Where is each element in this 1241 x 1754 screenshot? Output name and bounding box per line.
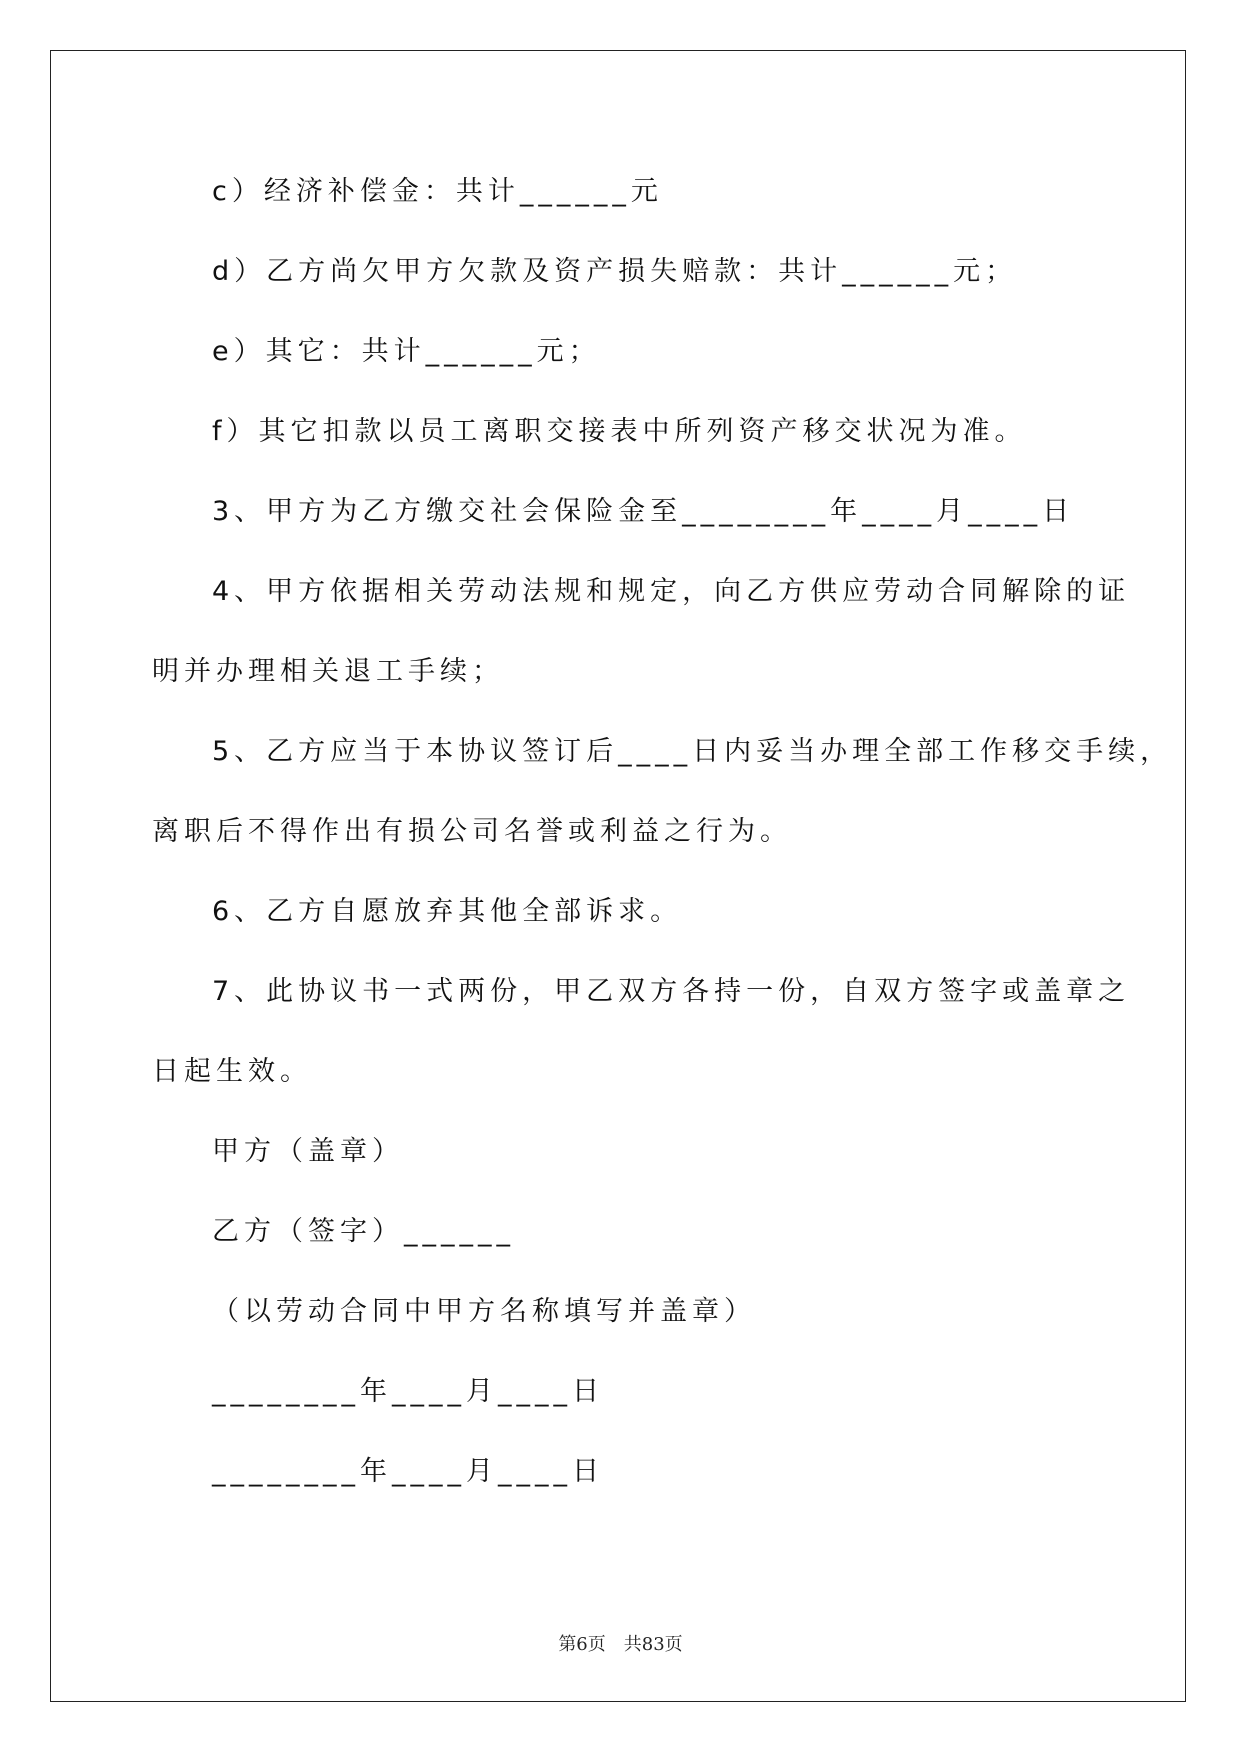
item-f-deductions: f）其它扣款以员工离职交接表中所列资产移交状况为准。 bbox=[212, 416, 1027, 447]
item-c-compensation: c）经济补偿金：共计______元 bbox=[212, 176, 663, 207]
party-b-signature: 乙方（签字）______ bbox=[212, 1216, 515, 1247]
item-d-debts: d）乙方尚欠甲方欠款及资产损失赔款：共计______元； bbox=[212, 256, 1018, 287]
date-line-1: ________年____月____日 bbox=[212, 1376, 604, 1407]
clause-5-line-2: 离职后不得作出有损公司名誉或利益之行为。 bbox=[152, 816, 792, 847]
party-a-seal: 甲方（盖章） bbox=[212, 1136, 404, 1167]
item-e-other: e）其它：共计______元； bbox=[212, 336, 601, 367]
clause-4-line-1: 4、甲方依据相关劳动法规和规定，向乙方供应劳动合同解除的证 bbox=[212, 576, 1131, 607]
clause-7-line-1: 7、此协议书一式两份，甲乙双方各持一份，自双方签字或盖章之 bbox=[212, 976, 1131, 1007]
clause-3-social-insurance: 3、甲方为乙方缴交社会保险金至________年____月____日 bbox=[212, 496, 1075, 527]
clause-4-line-2: 明并办理相关退工手续； bbox=[152, 656, 504, 687]
clause-6: 6、乙方自愿放弃其他全部诉求。 bbox=[212, 896, 683, 927]
date-line-2: ________年____月____日 bbox=[212, 1456, 604, 1487]
page-number-footer: 第6页 共83页 bbox=[558, 1634, 683, 1655]
clause-7-line-2: 日起生效。 bbox=[152, 1056, 312, 1087]
seal-instruction: （以劳动合同中甲方名称填写并盖章） bbox=[212, 1296, 756, 1327]
clause-5-line-1: 5、乙方应当于本协议签订后____日内妥当办理全部工作移交手续， bbox=[212, 736, 1173, 767]
